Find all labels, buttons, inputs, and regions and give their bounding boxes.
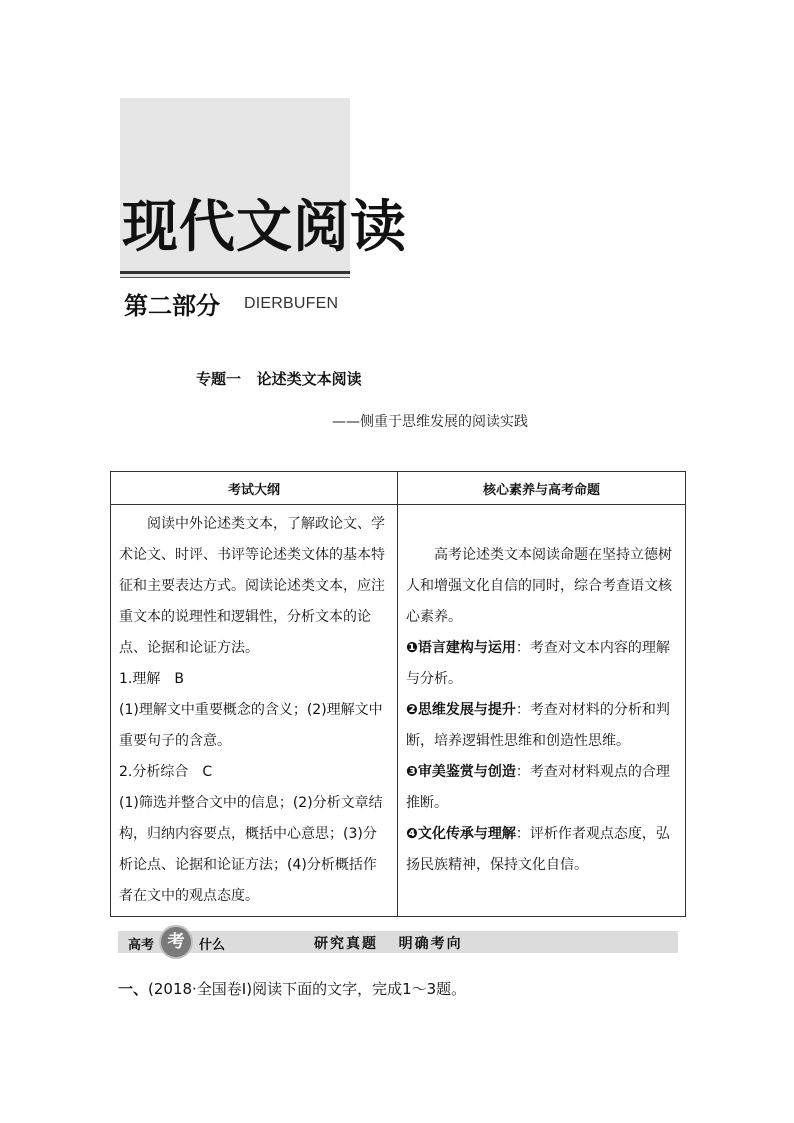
- part-label: 第二部分: [124, 292, 220, 320]
- literacy-item-text: ：评析作者观点态度，弘扬民族精神，保持文化自信。: [406, 826, 670, 873]
- table-row: [111, 505, 686, 917]
- title-rule-thick: [120, 271, 350, 274]
- question-text: (2018·全国卷Ⅰ)阅读下面的文字，完成1～3题。: [148, 980, 467, 998]
- outline-item-analysis-detail: (1)筛选并整合文中的信息；(2)分析文章结构，归纳内容要点，概括中心意思；(3)分析论点、论据和论证方法；(4)分析概括作者在文中的观点态度。: [119, 795, 383, 904]
- literacy-item: [406, 695, 677, 757]
- topic-subheading: ——侧重于思维发展的阅读实践: [332, 414, 528, 430]
- literacy-item-text: ：考查对材料的分析和判断，培养逻辑性思维和创造性思维。: [406, 702, 670, 749]
- literacy-item-label: ❷思维发展与提升: [406, 702, 516, 718]
- literacy-item-label: ❸审美鉴赏与创造: [406, 764, 516, 780]
- section-bar-suffix: 什么: [199, 938, 226, 953]
- exam-outline-cell: [111, 505, 398, 917]
- section-bar-title: 研究真题 明确考向: [314, 936, 463, 952]
- literacy-item-text: ：考查对材料观点的合理推断。: [406, 764, 670, 811]
- section-bar-prefix: 高考: [128, 938, 155, 953]
- literacy-item: [406, 819, 677, 881]
- table-header-row: [111, 472, 686, 505]
- outline-item-understanding-detail: (1)理解文中重要概念的含义；(2)理解文中重要句子的含意。: [119, 702, 383, 749]
- outline-item-understanding: 1.理解 B: [119, 671, 184, 687]
- core-literacy-cell: [398, 505, 686, 917]
- literacy-intro: 高考论述类文本阅读命题在坚持立德树人和增强文化自信的同时，综合考查语文核心素养。: [406, 547, 672, 625]
- title-rule-thin: [120, 277, 350, 278]
- header-core-literacy: 核心素养与高考命题: [398, 472, 686, 505]
- outline-table: [110, 471, 686, 917]
- header-exam-outline: 考试大纲: [111, 472, 398, 505]
- kao-badge-icon: 考: [161, 927, 191, 957]
- outline-intro: 阅读中外论述类文本，了解政论文、学术论文、时评、书评等论述类文体的基本特征和主要表达方式。阅读论述类文本，应注重文本的说理性和逻辑性，分析文本的论点、论据和论证方法。: [119, 516, 385, 656]
- question-number: 一、: [118, 980, 149, 998]
- literacy-item: [406, 633, 677, 695]
- part-pinyin: DIERBUFEN: [244, 295, 339, 312]
- question-line: [118, 978, 466, 999]
- literacy-item: [406, 757, 677, 819]
- literacy-item-text: ：考查对文本内容的理解与分析。: [406, 640, 670, 687]
- literacy-item-label: ❶语言建构与运用: [406, 640, 516, 656]
- literacy-item-label: ❹文化传承与理解: [406, 826, 516, 842]
- main-title: 现代文阅读: [122, 195, 407, 260]
- topic-heading: 专题一 论述类文本阅读: [196, 370, 362, 388]
- outline-item-analysis: 2.分析综合 C: [119, 764, 213, 780]
